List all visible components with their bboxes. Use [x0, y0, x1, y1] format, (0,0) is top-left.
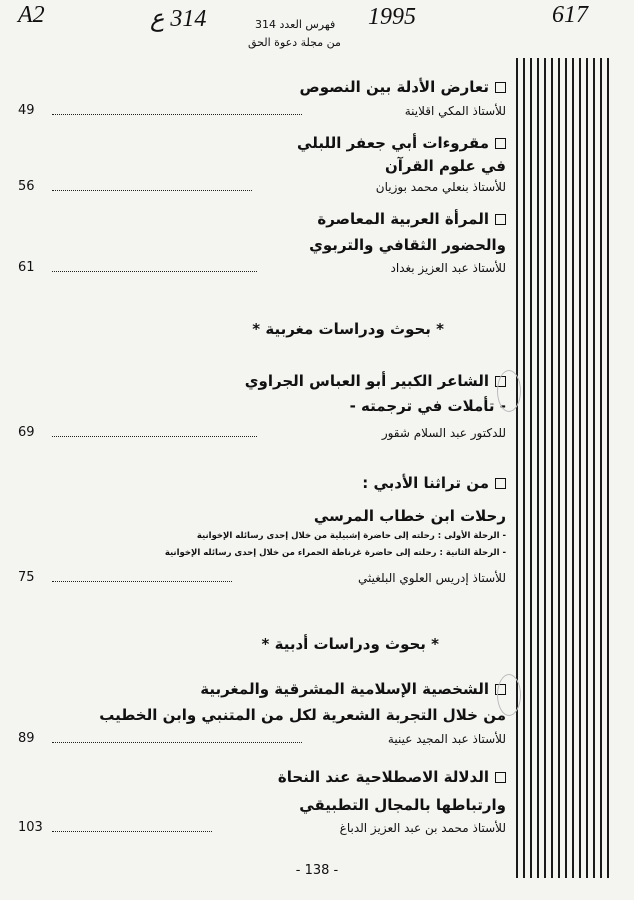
checkbox-icon — [495, 772, 506, 783]
handwritten-issue: 314 ع — [150, 6, 207, 32]
page-number: 61 — [18, 260, 35, 275]
trip-line-2: - الرحلة الثانية : رحلته إلى حاضرة غرناطة الحمراء من خلال إحدى رسائله الإخوانية — [164, 548, 506, 558]
punch-hole-mark — [497, 674, 521, 716]
page-number: 49 — [18, 103, 35, 118]
entry-subtitle: رحلات ابن خطاب المرسي — [313, 507, 506, 525]
trip-line-1: - الرحلة الأولى : رحلته إلى حاضرة إشبيلية من خلال إحدى رسائله الإخوانية — [196, 531, 506, 541]
page-number: 56 — [18, 179, 35, 194]
entry-author: للأستاذ عبد العزيز بغداد — [390, 261, 506, 275]
source-title: من مجلة دعوة الحق — [248, 36, 341, 49]
entry-author: للأستاذ إدريس العلوي البلغيثي — [357, 571, 506, 585]
punch-hole-mark — [497, 370, 521, 412]
leader-dots — [52, 830, 212, 832]
leader-dots — [52, 189, 252, 191]
entry-subtitle: وارتباطها بالمجال التطبيقي — [299, 796, 506, 814]
entry-subtitle: والحضور الثقافي والتربوي — [309, 236, 506, 254]
checkbox-icon — [495, 82, 506, 93]
entry-title: مقروءات أبي جعفر اللبلي — [297, 134, 506, 152]
entry-title: الدلالة الاصطلاحية عند النحاة — [278, 768, 506, 786]
checkbox-icon — [495, 478, 506, 489]
leader-dots — [52, 270, 257, 272]
entry-subtitle: من خلال التجربة الشعرية لكل من المتنبي وابن الخطيب — [99, 706, 506, 724]
leader-dots — [52, 580, 232, 582]
entry-author: للأستاذ المكي اقلاينة — [404, 104, 506, 118]
page-number: 89 — [18, 731, 35, 746]
leader-dots — [52, 435, 257, 437]
entry-author: للأستاذ محمد بن عبد العزيز الدباغ — [339, 821, 506, 835]
entry-author: للأستاذ بنعلي محمد بوزيان — [375, 180, 506, 194]
footer-page-number: - 138 - — [295, 863, 339, 878]
entry-title: من تراثنا الأدبي : — [362, 474, 506, 492]
entry-author: للأستاذ عبد المجيد عينية — [387, 732, 506, 746]
leader-dots — [52, 741, 302, 743]
entry-subtitle: - تأملات في ترجمته - — [349, 397, 506, 415]
entry-subtitle: في علوم القرآن — [384, 157, 506, 175]
section-heading-maghribia: * بحوث ودراسات مغربية * — [252, 320, 444, 338]
handwritten-ref: 617 — [552, 2, 588, 28]
page-number: 69 — [18, 425, 35, 440]
entry-title: الشخصية الإسلامية المشرقية والمغربية — [200, 680, 506, 698]
entry-title: تعارض الأدلة بين النصوص — [300, 78, 506, 96]
index-title: فهرس العدد 314 — [255, 18, 336, 31]
handwritten-year: 1995 — [368, 4, 416, 30]
entry-title: الشاعر الكبير أبو العباس الجراوي — [245, 372, 506, 390]
checkbox-icon — [495, 138, 506, 149]
leader-dots — [52, 113, 302, 115]
page-number: 103 — [18, 820, 43, 835]
entry-title: المرأة العربية المعاصرة — [317, 210, 506, 228]
checkbox-icon — [495, 214, 506, 225]
handwritten-code: A2 — [18, 2, 45, 28]
page-number: 75 — [18, 570, 35, 585]
section-heading-adabia: * بحوث ودراسات أدبية * — [261, 635, 439, 653]
entry-author: للدكتور عبد السلام شقور — [381, 426, 506, 440]
